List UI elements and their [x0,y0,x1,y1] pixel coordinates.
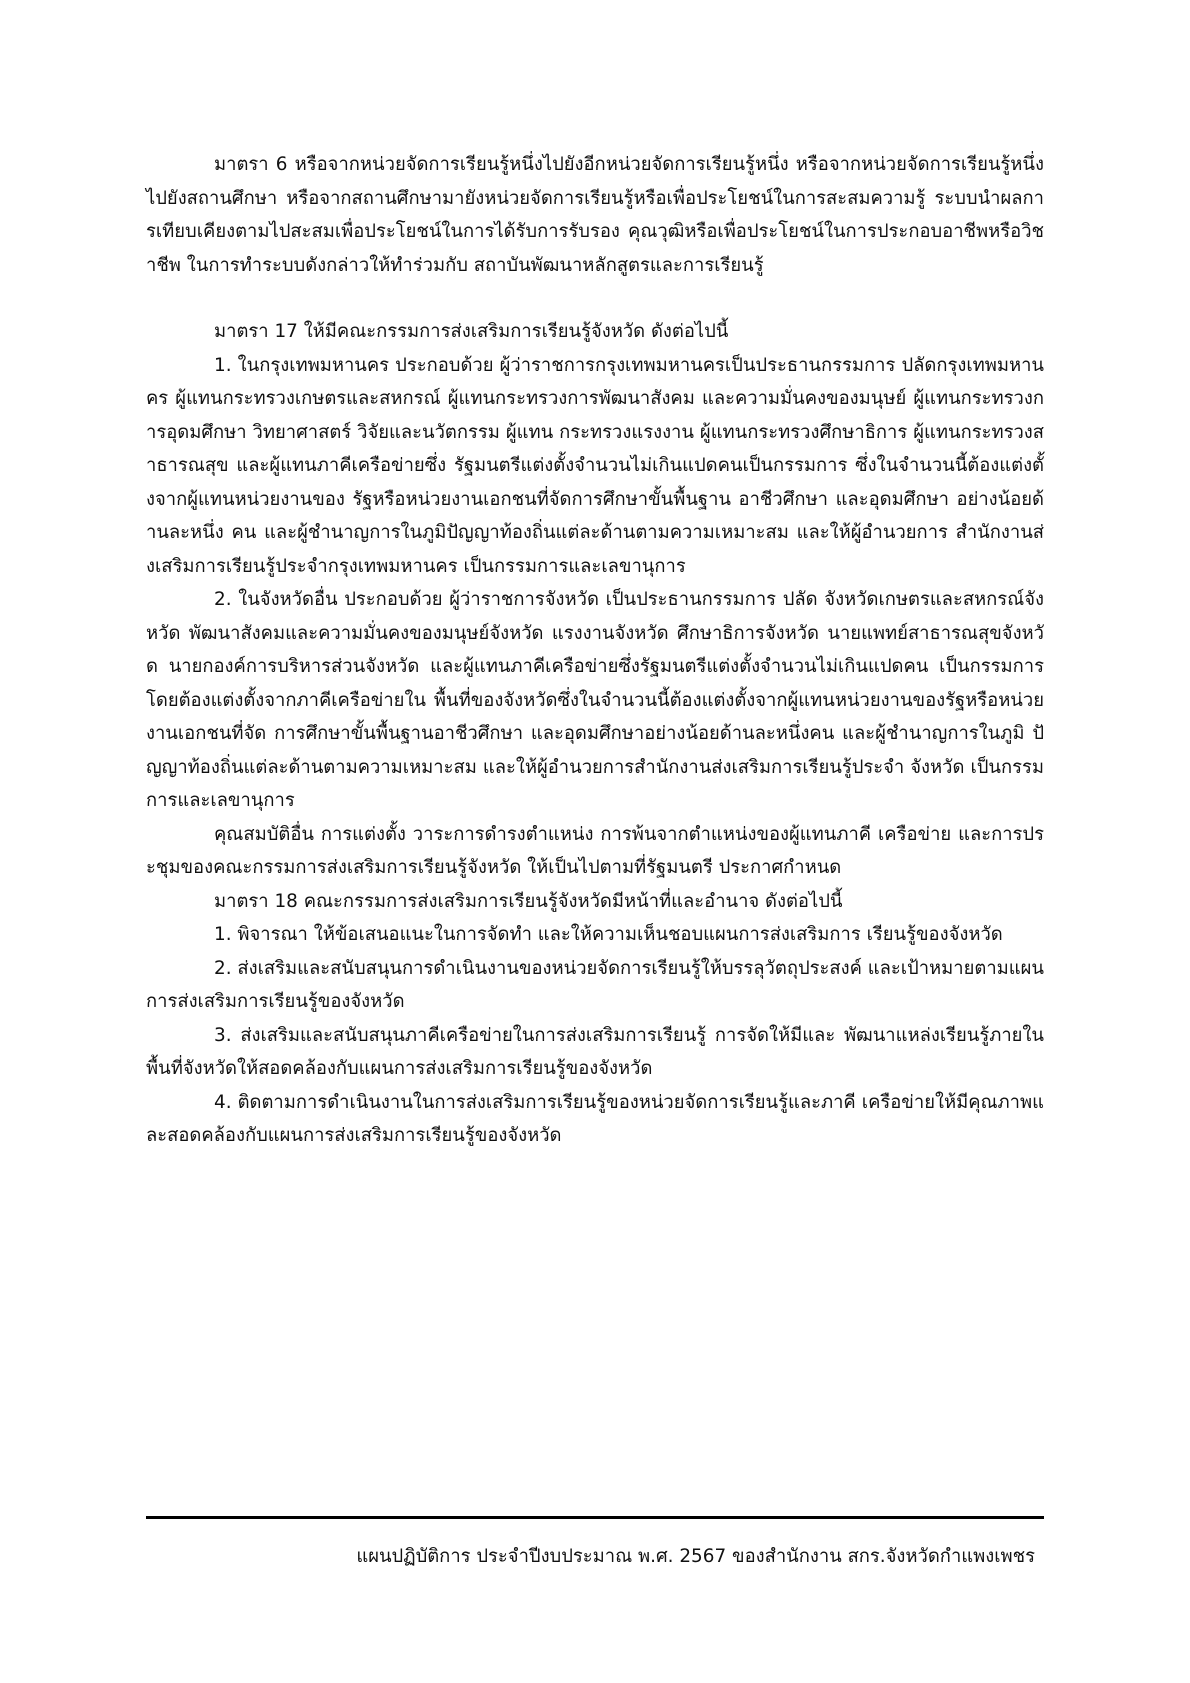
footer-caption: แผนปฏิบัติการ ประจำปีงบประมาณ พ.ศ. 2567 ของสำนักงาน สกร.จังหวัดกำแพงเพชร [356,1546,1035,1567]
paragraph-section-18-item-2: 2. ส่งเสริมและสนับสนุนการดำเนินงานของหน่วยจัดการเรียนรู้ให้บรรลุวัตถุประสงค์ และเป้าหมายตามแผนการส่งเสริมการเรียนรู้ของจังหวัด [146,957,1044,1012]
paragraph-section-6-continued: มาตรา 6 หรือจากหน่วยจัดการเรียนรู้หนึ่งไปยังอีกหน่วยจัดการเรียนรู้หนึ่ง หรือจากหน่วยจัดการเรียนรู้หนึ่งไปยังสถานศึกษา หรือจากสถานศึกษามายังหน่วยจัดการเรียนรู้หรือเพื่อประโยชน์ในการสะสมความรู้ ระบบนำผลการเทียบเคียงตามไปสะสมเพื่อประโยชน์ในการได้รับการรับรอง คุณวุฒิหรือเพื่อประโยชน์ในการประกอบอาชีพหรือวิชาชีพ ในการทำระบบดังกล่าวให้ทำร่วมกับ สถาบันพัฒนาหลักสูตรและการเรียนรู้ [146,154,1044,276]
paragraph-section-17-heading: มาตรา 17 ให้มีคณะกรรมการส่งเสริมการเรียนรู้จังหวัด ดังต่อไปนี้ [214,321,729,342]
footer-divider [146,1516,1044,1519]
paragraph-section-17-item-2: 2. ในจังหวัดอื่น ประกอบด้วย ผู้ว่าราชการจังหวัด เป็นประธานกรรมการ ปลัด จังหวัดเกษตรและสหกรณ์จังหวัด พัฒนาสังคมและความมั่นคงของมนุษย์จังหวัด แรงงานจังหวัด ศึกษาธิการจังหวัด นายแพทย์สาธารณสุขจังหวัด นายกองค์การบริหารส่วนจังหวัด และผู้แทนภาคีเครือข่ายซึ่งรัฐมนตรีแต่งตั้งจำนวนไม่เกินแปดคน เป็นกรรมการ โดยต้องแต่งตั้งจากภาคีเครือข่ายใน พื้นที่ของจังหวัดซึ่งในจำนวนนี้ต้องแต่งตั้งจากผู้แทนหน่วยงานของรัฐหรือหน่วยงานเอกชนที่จัด การศึกษาขั้นพื้นฐานอาชีวศึกษา และอุดมศึกษาอย่างน้อยด้านละหนึ่งคน และผู้ชำนาญการในภูมิ ปัญญาท้องถิ่นแต่ละด้านตามความเหมาะสม และให้ผู้อำนวยการสำนักงานส่งเสริมการเรียนรู้ประจำ จังหวัด เป็นกรรมการและเลขานุการ [146,589,1044,811]
paragraph-section-18-item-1: 1. พิจารณา ให้ข้อเสนอแนะในการจัดทำ และให้ความเห็นชอบแผนการส่งเสริมการ เรียนรู้ของจังหวัด [214,924,1003,945]
paragraph-section-17-item-1: 1. ในกรุงเทพมหานคร ประกอบด้วย ผู้ว่าราชการกรุงเทพมหานครเป็นประธานกรรมการ ปลัดกรุงเทพมหานคร ผู้แทนกระทรวงเกษตรและสหกรณ์ ผู้แทนกระทรวงการพัฒนาสังคม และความมั่นคงของมนุษย์ ผู้แทนกระทรวงการอุดมศึกษา วิทยาศาสตร์ วิจัยและนวัตกรรม ผู้แทน กระทรวงแรงงาน ผู้แทนกระทรวงศึกษาธิการ ผู้แทนกระทรวงสาธารณสุข และผู้แทนภาคีเครือข่ายซึ่ง รัฐมนตรีแต่งตั้งจำนวนไม่เกินแปดคนเป็นกรรมการ ซึ่งในจำนวนนี้ต้องแต่งตั้งจากผู้แทนหน่วยงานของ รัฐหรือหน่วยงานเอกชนที่จัดการศึกษาขั้นพื้นฐาน อาชีวศึกษา และอุดมศึกษา อย่างน้อยด้านละหนึ่ง คน และผู้ชำนาญการในภูมิปัญญาท้องถิ่นแต่ละด้านตามความเหมาะสม และให้ผู้อำนวยการ สำนักงานส่งเสริมการเรียนรู้ประจำกรุงเทพมหานคร เป็นกรรมการและเลขานุการ [146,354,1044,577]
paragraph-section-18-item-3: 3. ส่งเสริมและสนับสนุนภาคีเครือข่ายในการส่งเสริมการเรียนรู้ การจัดให้มีและ พัฒนาแหล่งเรียนรู้ภายในพื้นที่จังหวัดให้สอดคล้องกับแผนการส่งเสริมการเรียนรู้ของจังหวัด [146,1024,1044,1079]
paragraph-section-17-qualifications: คุณสมบัติอื่น การแต่งตั้ง วาระการดำรงตำแหน่ง การพ้นจากตำแหน่งของผู้แทนภาคี เครือข่าย และการประชุมของคณะกรรมการส่งเสริมการเรียนรู้จังหวัด ให้เป็นไปตามที่รัฐมนตรี ประกาศกำหนด [146,823,1044,878]
paragraph-section-18-heading: มาตรา 18 คณะกรรมการส่งเสริมการเรียนรู้จังหวัดมีหน้าที่และอำนาจ ดังต่อไปนี้ [214,890,843,912]
paragraph-section-18-item-4: 4. ติดตามการดำเนินงานในการส่งเสริมการเรียนรู้ของหน่วยจัดการเรียนรู้และภาคี เครือข่ายให้มีคุณภาพและสอดคล้องกับแผนการส่งเสริมการเรียนรู้ของจังหวัด [146,1091,1044,1146]
document-body [146,148,1044,1153]
